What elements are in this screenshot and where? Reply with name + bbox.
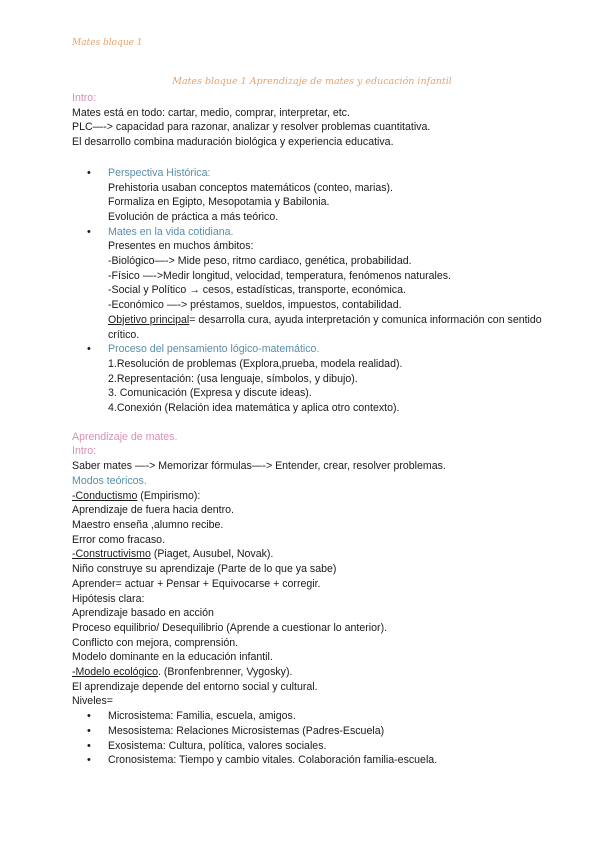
section2-intro-heading: Intro: <box>72 445 97 458</box>
conductismo-line: Error como fracaso. <box>72 533 166 546</box>
bullet-line: 1.Resolución de problemas (Explora,prueba, modela realidad). <box>108 357 403 370</box>
bullet-line: Presentes en muchos ámbitos: <box>108 240 254 253</box>
list-item <box>72 225 542 343</box>
intro-line: El desarrollo combina maduración biológica y experiencia educativa. <box>72 136 394 149</box>
constructivismo-line: Hipótesis clara: <box>72 592 145 605</box>
constructivismo-line: Niño construye su aprendizaje (Parte de lo que ya sabe) <box>72 563 337 576</box>
list-item: • Exosistema: Cultura, política, valores sociales. <box>72 739 542 754</box>
objective-line <box>108 313 542 342</box>
page-header: Mates bloque 1 <box>72 38 143 48</box>
list-item: • Cronosistema: Tiempo y cambio vitales. Colaboración familia-escuela. <box>72 753 542 768</box>
bullet-line: Formaliza en Egipto, Mesopotamia y Babilonia. <box>108 196 330 209</box>
constructivismo-line: Modelo dominante en la educación infantil. <box>72 651 273 664</box>
constructivismo-rest: (Piaget, Ausubel, Novak). <box>150 548 274 561</box>
ecologico-rest: . (Bronfenbrenner, Vygosky). <box>157 666 293 679</box>
constructivismo-line: Aprender= actuar + Pensar + Equivocarse + corregir. <box>72 577 321 590</box>
constructivismo-heading <box>72 547 542 562</box>
bullet-line: 4.Conexión (Relación idea matemática y aplica otro contexto). <box>108 402 400 415</box>
constructivismo-line: Conflicto con mejora, comprensión. <box>72 636 239 649</box>
constructivismo-line: Proceso equilibrio/ Desequilibrio (Aprende a cuestionar lo anterior). <box>72 621 388 634</box>
section2-heading: Aprendizaje de mates. <box>72 430 178 443</box>
ecologico-line: El aprendizaje depende del entorno social y cultural. <box>72 680 318 693</box>
list-item <box>72 342 542 416</box>
bullet-line: 3. Comunicación (Expresa y discute ideas). <box>108 387 312 400</box>
section1-bullet-list <box>72 166 542 416</box>
list-item: • Mesosistema: Relaciones Microsistemas (Padres-Escuela) <box>72 724 542 739</box>
bullet-line: -Físico —->Medir longitud, velocidad, temperatura, fenómenos naturales. <box>108 269 451 282</box>
intro-line: Mates está en todo: cartar, medio, comprar, interpretar, etc. <box>72 106 350 119</box>
levels-list <box>72 709 542 768</box>
intro-heading: Intro: <box>72 92 97 104</box>
conductismo-line: Aprendizaje de fuera hacia dentro. <box>72 504 234 517</box>
ecologico-line: Niveles= <box>72 695 113 708</box>
bullet-line: Prehistoria usaban conceptos matemáticos (conteo, marias). <box>108 181 393 194</box>
bullet-line: Evolución de práctica a más teórico. <box>108 210 279 223</box>
ecologico-label: -Modelo ecológico <box>72 666 158 679</box>
list-item: • Microsistema: Familia, escuela, amigos. <box>72 709 542 724</box>
constructivismo-label: -Constructivismo <box>72 548 151 561</box>
bullet-line: -Social y Político → cesos, estadísticas, transporte, económica. <box>108 284 406 297</box>
section2-intro-line: Saber mates —-> Memorizar fórmulas—-> Entender, crear, resolver problemas. <box>72 460 446 473</box>
bullet-heading: • Perspectiva Histórica: <box>108 166 211 179</box>
objective-text: = desarrolla cura, ayuda interpretación y comunica información con sentido crítico. <box>108 313 542 341</box>
modes-heading: Modos teóricos. <box>72 474 147 487</box>
intro-line: PLC—-> capacidad para razonar, analizar y resolver problemas cuantitativa. <box>72 121 431 134</box>
conductismo-line: Maestro enseña ,alumno recibe. <box>72 518 224 531</box>
document-body <box>72 91 542 768</box>
list-item <box>72 166 542 225</box>
bullet-line: 2.Representación: (usa lenguaje, símbolos, y dibujo). <box>108 372 358 385</box>
bullet-heading: • Proceso del pensamiento lógico-matemático. <box>108 343 320 356</box>
constructivismo-line: Aprendizaje basado en acción <box>72 607 214 620</box>
ecologico-heading <box>72 665 542 680</box>
conductismo-heading <box>72 489 542 504</box>
conductismo-label: -Conductismo <box>72 489 138 502</box>
document-title: Mates bloque 1 Aprendizaje de mates y educación infantil <box>172 76 452 87</box>
objective-label: Objetivo principal <box>108 313 190 326</box>
bullet-heading: • Mates en la vida cotidiana. <box>108 225 234 238</box>
bullet-line: -Biológico—-> Mide peso, ritmo cardiaco, genética, probabilidad. <box>108 255 412 268</box>
conductismo-rest: (Empirismo): <box>137 489 201 502</box>
bullet-line: -Económico —-> préstamos, sueldos, impuestos, contabilidad. <box>108 299 402 312</box>
